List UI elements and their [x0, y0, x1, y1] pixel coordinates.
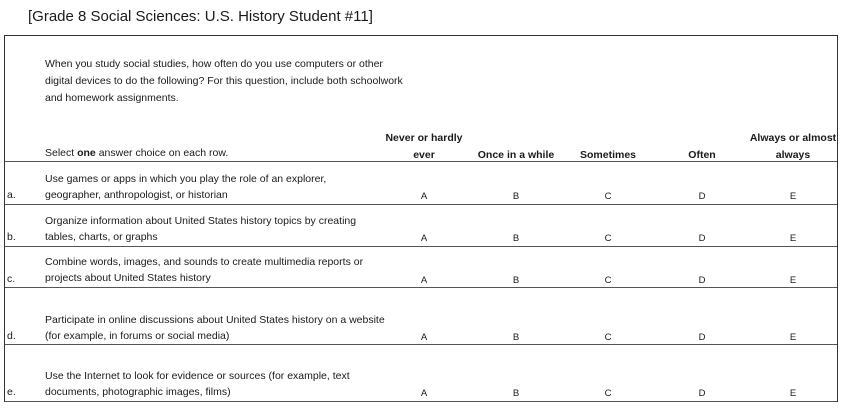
column-header-always — [738, 130, 843, 164]
row-statement: Use games or apps in which you play the role of an explorer, geographer, anthropologist, or historian — [45, 173, 327, 201]
choice-b[interactable]: B — [512, 191, 520, 202]
row-statement: Combine words, images, and sounds to create multimedia reports or projects about United States history — [45, 256, 364, 284]
choice-e[interactable]: E — [789, 233, 797, 244]
instruction-pre: Select — [45, 147, 78, 159]
row-divider — [5, 344, 837, 345]
column-header-line1: Always or almost — [749, 132, 837, 144]
row-letter: d. — [7, 330, 16, 342]
choice-c[interactable]: C — [604, 191, 612, 202]
column-header-line2: Once in a while — [477, 149, 555, 161]
choice-e[interactable]: E — [789, 332, 797, 343]
column-header-line2: Sometimes — [579, 149, 637, 161]
choice-a[interactable]: A — [420, 332, 428, 343]
row-statement: Participate in online discussions about United States history on a website (for example, in forums or social media) — [45, 314, 385, 342]
row-letter: b. — [7, 231, 16, 243]
choice-b[interactable]: B — [512, 332, 520, 343]
column-header-line1: Never or hardly — [385, 132, 463, 144]
choice-c[interactable]: C — [604, 275, 612, 286]
choice-d[interactable]: D — [698, 388, 706, 399]
choice-c[interactable]: C — [604, 388, 612, 399]
choice-d[interactable]: D — [698, 275, 706, 286]
header-divider — [5, 161, 837, 162]
choice-c[interactable]: C — [604, 233, 612, 244]
choice-a[interactable]: A — [420, 275, 428, 286]
choice-b[interactable]: B — [512, 233, 520, 244]
row-letter: e. — [7, 386, 16, 398]
row-divider — [5, 246, 837, 247]
instruction-post: answer choice on each row. — [95, 147, 229, 159]
row-statement: Organize information about United States history topics by creating tables, charts, or graphs — [45, 215, 357, 243]
row-divider — [5, 287, 837, 288]
choice-d[interactable]: D — [698, 233, 706, 244]
instruction-text — [45, 147, 228, 159]
column-header-line2: ever — [413, 149, 435, 161]
choice-c[interactable]: C — [604, 332, 612, 343]
choice-b[interactable]: B — [512, 275, 520, 286]
column-header-line2: Often — [688, 149, 716, 161]
row-divider — [5, 204, 837, 205]
page-title: [Grade 8 Social Sciences: U.S. History Student #11] — [28, 8, 373, 25]
column-header-line2: always — [775, 149, 811, 161]
row-divider — [5, 401, 837, 402]
row-statement: Use the Internet to look for evidence or sources (for example, text documents, photographic images, films) — [45, 370, 350, 398]
choice-a[interactable]: A — [420, 388, 428, 399]
choice-a[interactable]: A — [420, 191, 428, 202]
choice-e[interactable]: E — [789, 191, 797, 202]
choice-d[interactable]: D — [698, 191, 706, 202]
question-frame — [4, 35, 838, 402]
choice-d[interactable]: D — [698, 332, 706, 343]
row-letter: a. — [7, 189, 16, 201]
choice-e[interactable]: E — [789, 275, 797, 286]
choice-b[interactable]: B — [512, 388, 520, 399]
choice-a[interactable]: A — [420, 233, 428, 244]
question-prompt: When you study social studies, how often do you use computers or other digital devices to do the following? For this question, include both schoolwork and homework assignments. — [45, 58, 403, 104]
instruction-emphasis: one — [77, 147, 96, 159]
row-letter: c. — [7, 273, 16, 285]
choice-e[interactable]: E — [789, 388, 797, 399]
